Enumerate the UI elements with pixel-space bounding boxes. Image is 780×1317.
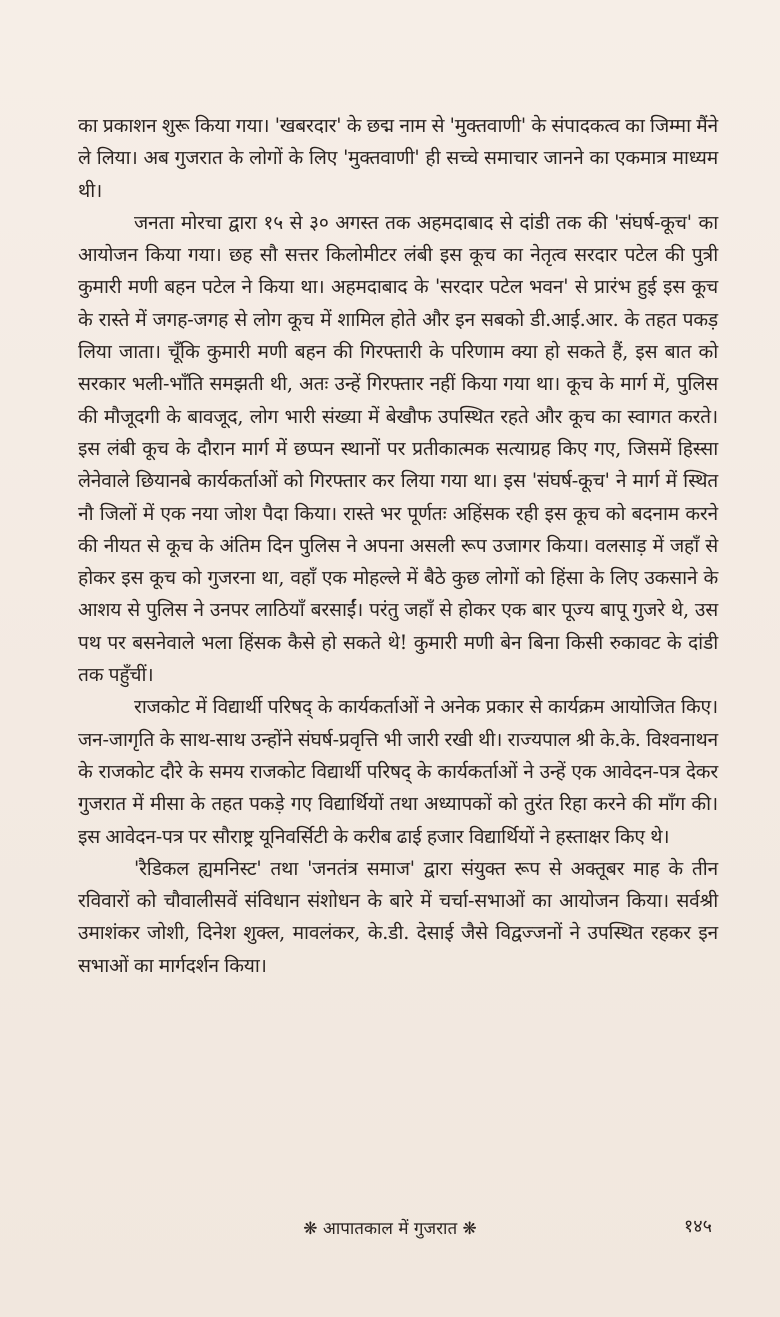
paragraph-sangharsh-kooch: जनता मोरचा द्वारा १५ से ३० अगस्त तक अहमदाबाद से दांडी तक की 'संघर्ष-कूच' का आयोजन किया गया। छह सौ सत्तर किलोमीटर लंबी इस कूच का नेतृत्व सरदार पटेल की पुत्री कुमारी मणी बहन पटेल ने किया था। अहमदाबाद के 'सरदार पटेल भवन' से प्रारंभ हुई इस कूच के रास्ते में जगह-जगह से लोग कूच में शामिल होते और इन सबको डी.आई.आर. के तहत पकड़ लिया जाता। चूँकि कुमारी मणी बहन की गिरफ्तारी के परिणाम क्या हो सकते हैं, इस बात को सरकार भली-भाँति समझती थी, अतः उन्हें गिरफ्तार नहीं किया गया था। कूच के मार्ग में, पुलिस की मौजूदगी के बावजूद, लोग भारी संख्या में बेखौफ उपस्थित रहते और कूच का स्वागत करते। इस लंबी कूच के दौरान मार्ग में छप्पन स्थानों पर प्रतीकात्मक सत्याग्रह किए गए, जिसमें हिस्सा लेनेवाले छियानबे कार्यकर्ताओं को गिरफ्तार कर लिया गया था। इस 'संघर्ष-कूच' ने मार्ग में स्थित नौ जिलों में एक नया जोश पैदा किया। रास्ते भर पूर्णतः अहिंसक रही इस कूच को बदनाम करने की नीयत से कूच के अंतिम दिन पुलिस ने अपना असली रूप उजागर किया। वलसाड़ में जहाँ से होकर इस कूच को गुजरना था, वहाँ एक मोहल्ले में बैठे कुछ लोगों को हिंसा के लिए उकसाने के आशय से पुलिस ने उनपर लाठियाँ बरसाईं। परंतु जहाँ से होकर एक बार पूज्य बापू गुजरे थे, उस पथ पर बसनेवाले भला हिंसक कैसे हो सकते थे! कुमारी मणी बेन बिना किसी रुकावट के दांडी तक पहुँचीं। [78, 210, 718, 687]
paragraph-radical-humanist: 'रैडिकल ह्यमनिस्ट' तथा 'जनतंत्र समाज' द्वारा संयुक्त रूप से अक्तूबर माह के तीन रविवारों को चौवालीसवें संविधान संशोधन के बारे में चर्चा-सभाओं का आयोजन किया। सर्वश्री उमाशंकर जोशी, दिनेश शुक्ल, मावलंकर, के.डी. देसाई जैसे विद्वज्जनों ने उपस्थित रहकर इन सभाओं का मार्गदर्शन किया। [78, 856, 718, 977]
body-text [78, 110, 718, 982]
paragraph-continuation: का प्रकाशन शुरू किया गया। 'खबरदार' के छद्म नाम से 'मुक्तवाणी' के संपादकत्व का जिम्मा मैंने ले लिया। अब गुजरात के लोगों के लिए 'मुक्तवाणी' ही सच्चे समाचार जानने का एकमात्र माध्यम थी। [78, 114, 718, 202]
page-number: १४५ [683, 1216, 712, 1237]
running-footer-title: ❋ आपातकाल में गुजरात ❋ [303, 1219, 477, 1239]
paragraph-rajkot: राजकोट में विद्यार्थी परिषद् के कार्यकर्ताओं ने अनेक प्रकार से कार्यक्रम आयोजित किए। जन-जागृति के साथ-साथ उन्होंने संघर्ष-प्रवृत्ति भी जारी रखी थी। राज्यपाल श्री के.के. विश्वनाथन के राजकोट दौरे के समय राजकोट विद्यार्थी परिषद् के कार्यकर्ताओं ने उन्हें एक आवेदन-पत्र देकर गुजरात में मीसा के तहत पकड़े गए विद्यार्थियों तथा अध्यापकों को तुरंत रिहा करने की माँग की। इस आवेदन-पत्र पर सौराष्ट्र यूनिवर्सिटी के करीब ढाई हजार विद्यार्थियों ने हस्ताक्षर किए थे। [78, 695, 718, 848]
